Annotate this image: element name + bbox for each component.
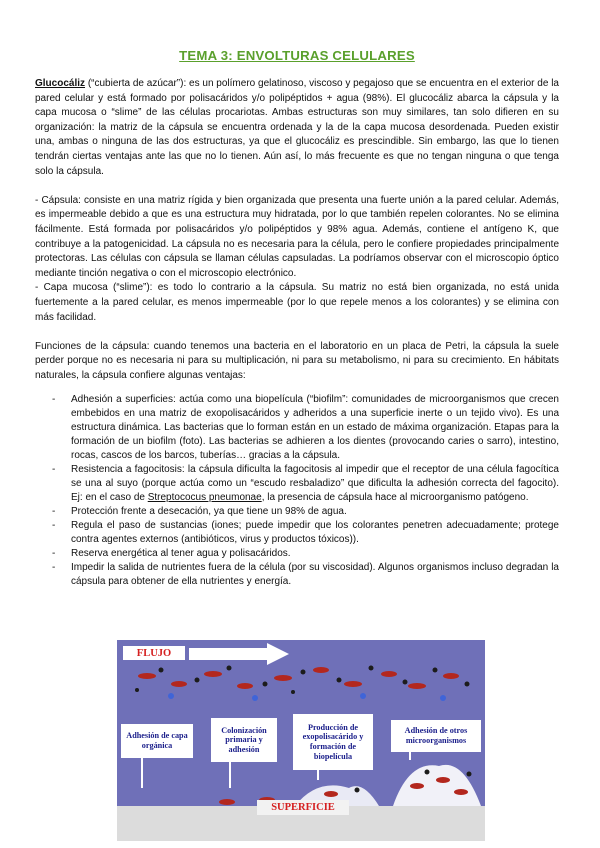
page-title: TEMA 3: ENVOLTURAS CELULARES — [179, 48, 415, 63]
stage-1-label: Adhesión de capa orgánica — [121, 724, 193, 758]
glucocaliz-term: Glucocáliz — [35, 78, 86, 89]
stage-2-label: Colonización primaria y adhesión — [211, 718, 277, 762]
flowing-blue-cells — [168, 693, 446, 701]
biofilm-figure — [117, 640, 485, 841]
glucocaliz-text: (“cubierta de azúcar”): es un polímero gelatinoso, viscoso y pegajoso que se encuentra en el exterior de la pared celular y está formado por polisacáridos y/o polipéptidos + agua (98%). El glucocáliz abarca la cápsula y la capa mucosa o “slime” de las células procariotas. Ambas estructuras son muy similares, tan solo difieren en su organización: la matriz de la cápsula se encuentra ordenada y la de la capa mucosa desordenada. Pueden existir una, ambas o ninguna de las dos estructuras, ya que el glucocáliz es prescindible. Sin embargo, las que lo tienen tendrán ciertas ventajas ante las que no lo tienen. Aún así, lo más frecuente es que no tengan ninguna o que tenga solo la cápsula. — [35, 78, 559, 177]
list-item: - Protección frente a desecación, ya que tiene un 98% de agua. — [52, 506, 347, 518]
flujo-label: FLUJO — [123, 646, 185, 660]
list-item: - Reserva energética al tener agua y polisacáridos. — [52, 548, 291, 560]
species-name: Streptococus pneumonae — [147, 492, 262, 504]
document-page — [35, 48, 559, 589]
funciones-paragraph: Funciones de la cápsula: cuando tenemos una bacteria en el laboratorio en un placa de Petri, la cápsula la suele perder porque no es necesaria ni para su multiplicación, ni para su metabolismo, ni para su crecimiento. En hábitats naturales, la cápsula confiere algunas ventajas: — [35, 340, 559, 381]
list-item: - Regula el paso de sustancias (iones; puede impedir que los colorantes penetren adecuadamente; protege contra agentes externos (antibióticos, virus y productos tóxicos)). — [52, 520, 559, 546]
mucosa-paragraph: - Capa mucosa (“slime”): es todo lo contrario a la cápsula. Su matriz no está bien organizada, no está unida fuertemente a la pared celular, es menos impermeable (por lo que repele menos a los colorantes) y se elimina con más facilidad. — [35, 282, 559, 323]
flowing-bacteria — [138, 667, 459, 689]
superficie-label: SUPERFICIE — [257, 800, 349, 815]
glucocaliz-paragraph — [35, 77, 559, 179]
capsula-paragraph: - Cápsula: consiste en una matriz rígida y bien organizada que presenta una fuerte unión a la pared celular. Además, es impermeable debido a que es una estructura muy hidratada, por lo que también repelen colorantes. No se elimina fácilmente. Está formada por polisacáridos y/o polipéptidos y 98% agua. Además, contiene el antígeno K, que contribuye a la patogenicidad. La cápsula no es necesaria para la célula, pero le confiere propiedades principalmente protectoras. Las células con cápsula se llaman células capsuladas. La podríamos observar con el microscopio óptico mediante tinción negativa o con el microscopio electrónico. — [35, 194, 559, 279]
flow-arrow-icon — [189, 643, 289, 665]
funciones-list — [35, 393, 559, 589]
list-item: - Impedir la salida de nutrientes fuera de la célula (por su viscosidad). Algunos organismos incluso degradan la cápsula para obtener de ella nutrientes y energía. — [52, 562, 559, 588]
list-item: - Resistencia a fagocitosis: la cápsula dificulta la fagocitosis al impedir que el receptor de una célula fagocítica se una al suyo (porque actúa como un “escudo resbaladizo” que dificulta la adhesión correcta del fagocito). Ej: en el caso de Streptococus pneumonae, la presencia de cápsula hace al microorganismo patógeno. — [52, 464, 559, 504]
list-item: - Adhesión a superficies: actúa como una biopelícula (“biofilm”: comunidades de microorganismos que crecen embebidos en una matriz de exopolisacáridos y adheridos a una superficie inerte o un tejido vivo). Es una estructura dinámica. Las bacterias que lo forman están en un estado de máxima organización. Etapas para la formación de un biofilm (foto). Las bacterias se adhieren a los dientes (provocando caries o sarro), intestino, rocas, cascos de los barcos, tuberías… gracias a la cápsula. — [52, 394, 559, 462]
mature-biofilm-mound — [393, 765, 481, 806]
stage-4-label: Adhesión de otros microorganismos — [391, 720, 481, 752]
stage-3-label: Producción de exopolisacárido y formación de biopelícula — [293, 714, 373, 770]
flowing-particles — [135, 666, 470, 695]
